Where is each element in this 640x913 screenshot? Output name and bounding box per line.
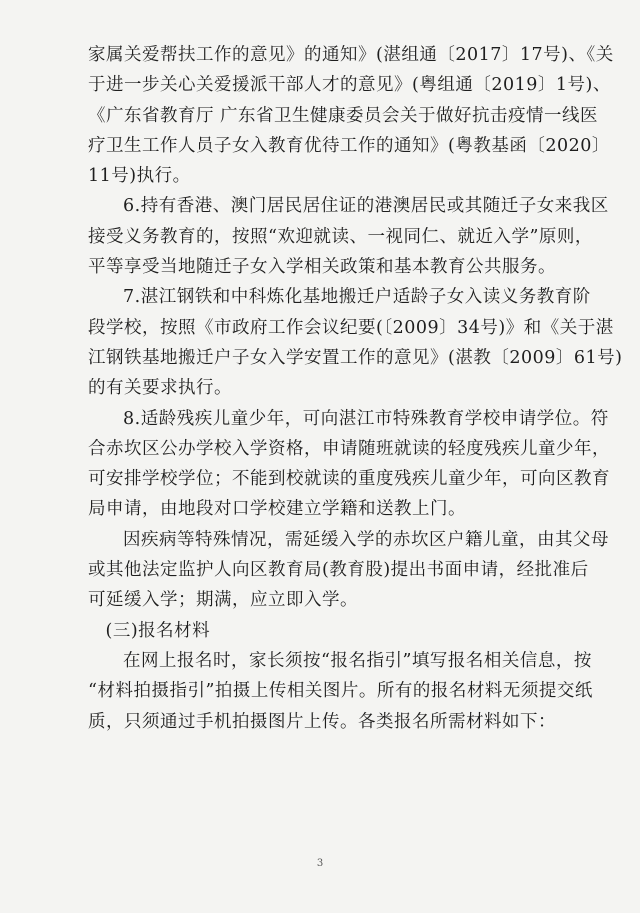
page-number: 3 bbox=[316, 858, 324, 869]
body-text bbox=[88, 40, 623, 737]
text-line: 在网上报名时，家长须按“报名指引”填写报名相关信息，按 bbox=[123, 650, 592, 671]
text-line: 11号)执行。 bbox=[88, 166, 191, 187]
text-line: 《广东省教育厅 广东省卫生健康委员会关于做好抗击疫情一线医 bbox=[88, 105, 599, 126]
paragraph-continued bbox=[88, 40, 614, 191]
paragraph-materials bbox=[88, 646, 593, 737]
section-heading bbox=[88, 616, 588, 646]
text-line: 可安排学校学位；不能到校就读的重度残疾儿童少年，可向区教育 bbox=[88, 469, 610, 490]
text-line: 6.持有香港、澳门居民居住证的港澳居民或其随迁子女来我区 bbox=[123, 196, 609, 217]
text-line: 江钢铁基地搬迁户子女入学安置工作的意见》(湛教〔2009〕61号) bbox=[88, 347, 623, 368]
text-line: 质，只须通过手机拍摄图片上传。各类报名所需材料如下： bbox=[88, 711, 556, 732]
text-line: “材料拍摄指引”拍摄上传相关图片。所有的报名材料无须提交纸 bbox=[88, 681, 593, 702]
text-line: 疗卫生工作人员子女入教育优待工作的通知》(粤教基函〔2020〕 bbox=[88, 135, 610, 156]
text-line: 8.适龄残疾儿童少年，可向湛江市特殊教育学校申请学位。符 bbox=[123, 408, 609, 429]
text-line: 7.湛江钢铁和中科炼化基地搬迁户适龄子女入读义务教育阶 bbox=[123, 287, 591, 308]
text-line: 的有关要求执行。 bbox=[88, 378, 232, 399]
paragraph-item-6 bbox=[88, 191, 609, 282]
text-line: 可延缓入学；期满，应立即入学。 bbox=[88, 590, 358, 611]
paragraph-deferral bbox=[88, 525, 609, 616]
text-line: 于进一步关心关爱援派干部人才的意见》(粤组通〔2019〕1号)、 bbox=[88, 75, 611, 96]
text-line: 合赤坎区公办学校入学资格，申请随班就读的轻度残疾儿童少年， bbox=[88, 438, 610, 459]
text-line: 家属关爱帮扶工作的意见》的通知》(湛组通〔2017〕17号)、《关 bbox=[88, 45, 614, 65]
text-line: 接受义务教育的，按照“欢迎就读、一视同仁、就近入学”原则， bbox=[88, 226, 593, 247]
text-line: 段学校，按照《市政府工作会议纪要(〔2009〕34号)》和《关于湛 bbox=[88, 317, 614, 338]
text-line: 或其他法定监护人向区教育局(教育股)提出书面申请，经批准后 bbox=[88, 560, 589, 581]
paragraph-item-8 bbox=[88, 404, 610, 525]
text-line: (三)报名材料 bbox=[105, 620, 211, 641]
text-line: 因疾病等特殊情况，需延缓入学的赤坎区户籍儿童，由其父母 bbox=[123, 529, 609, 550]
text-line: 平等享受当地随迁子女入学相关政策和基本教育公共服务。 bbox=[88, 257, 556, 278]
text-line: 局申请，由地段对口学校建立学籍和送教上门。 bbox=[88, 499, 466, 520]
paragraph-item-7 bbox=[88, 282, 623, 403]
